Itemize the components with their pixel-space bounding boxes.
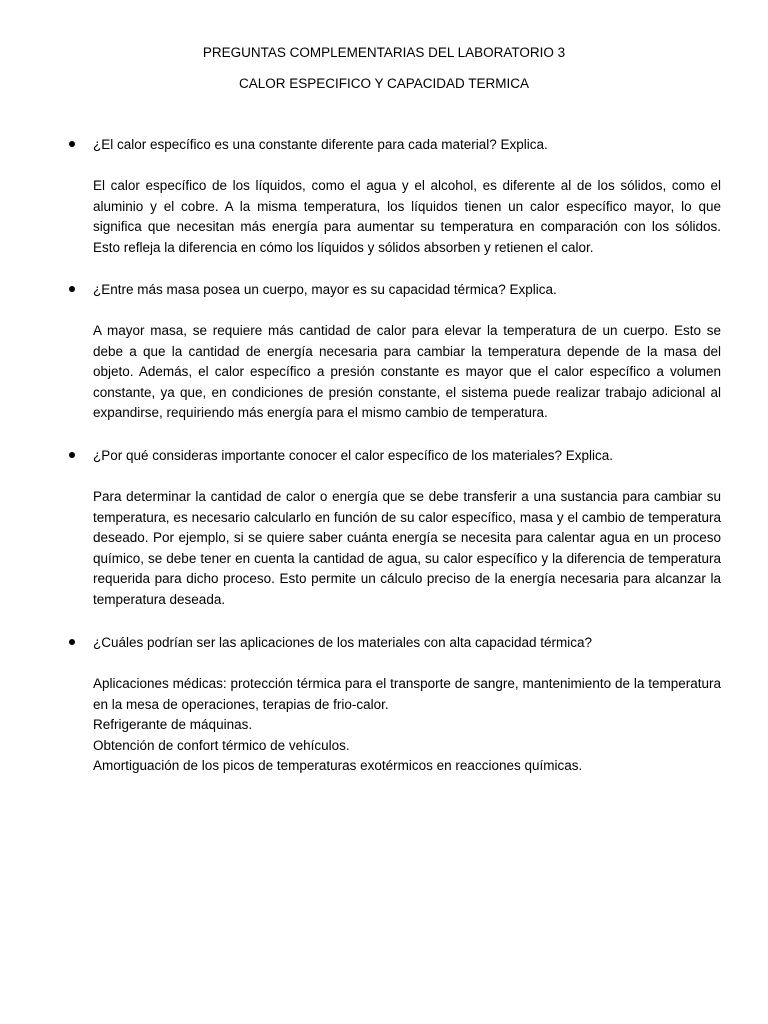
answer-text: Para determinar la cantidad de calor o energía que se debe transferir a una sustancia para cambiar su temperatura, es necesario calcularlo en función de su calor específico, masa y el cambio de temperatura deseado. Por ejemplo, si se quiere saber cuánta energía se necesita para calentar agua en un proceso químico, se debe tener en cuenta la cantidad de agua, su calor específico y la diferencia de temperatura requerida para dicho proceso. Esto permite un cálculo preciso de la energía necesaria para alcanzar la temperatura deseada. (93, 489, 721, 607)
answer-text: A mayor masa, se requiere más cantidad de calor para elevar la temperatura de un cuerpo. Esto se debe a que la cantidad de energía necesaria para cambiar la temperatura depende de la masa del objeto. Además, el calor específico a presión constante es mayor que el calor específico a volumen constante, ya que, en condiciones de presión constante, el sistema puede realizar trabajo adicional al expandirse, requiriendo más energía para el mismo cambio de temperatura. (93, 323, 721, 421)
document-subtitle: CALOR ESPECIFICO Y CAPACIDAD TERMICA (238, 76, 530, 91)
question-text: ¿El calor específico es una constante diferente para cada material? Explica. (93, 137, 548, 152)
question-text: ¿Por qué consideras importante conocer el calor específico de los materiales? Explica. (93, 448, 614, 463)
answer-line: Refrigerante de máquinas. (93, 717, 253, 733)
bullet-icon (68, 281, 76, 289)
answer-text: El calor específico de los líquidos, como el agua y el alcohol, es diferente al de los sólidos, como el aluminio y el cobre. A la misma temperatura, los líquidos tienen un calor específico mayor, lo que significa que necesitan más energía para aumentar su temperatura en comparación con los sólidos. Esto refleja la diferencia en cómo los líquidos y sólidos absorben y retienen el calor. (93, 178, 721, 255)
bullet-icon (68, 136, 76, 144)
document-title: PREGUNTAS COMPLEMENTARIAS DEL LABORATORIO 3 (202, 45, 566, 60)
bullet-icon (68, 634, 76, 642)
question-text: ¿Cuáles podrían ser las aplicaciones de los materiales con alta capacidad térmica? (93, 635, 593, 650)
answer-line: Obtención de confort térmico de vehículos. (93, 737, 350, 753)
answer-line: Amortiguación de los picos de temperaturas exotérmicos en reacciones químicas. (93, 758, 583, 774)
answer-line: Aplicaciones médicas: protección térmica para el transporte de sangre, mantenimiento de la temperatura en la mesa de operaciones, terapias de frio-calor. (93, 676, 721, 712)
bullet-icon (68, 447, 76, 455)
answer-list (93, 674, 721, 777)
question-text: ¿Entre más masa posea un cuerpo, mayor es su capacidad térmica? Explica. (93, 282, 557, 297)
